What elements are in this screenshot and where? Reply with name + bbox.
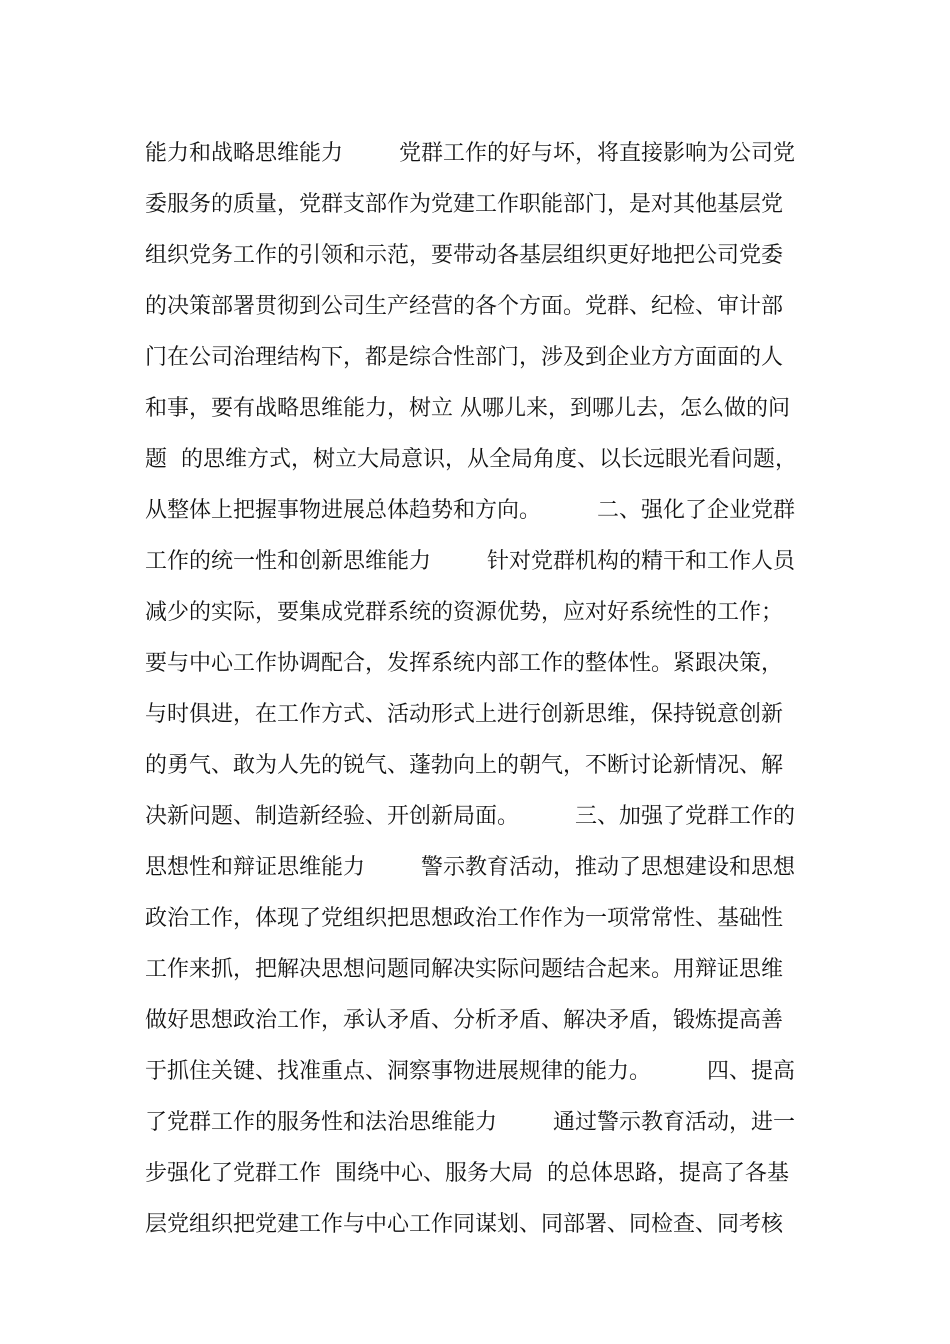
body-text [145,128,815,1250]
text-line: 的决策部署贯彻到公司生产经营的各个方面。党群、纪检、审计部 [145,294,784,319]
text-line: 工作的统一性和创新思维能力 针对党群机构的精干和工作人员 [145,549,795,574]
text-line: 的勇气、敢为人先的锐气、蓬勃向上的朝气，不断讨论新情况、解 [145,753,784,778]
text-line: 减少的实际，要集成党群系统的资源优势，应对好系统性的工作； [145,600,784,625]
text-line: 于抓住关键、找准重点、洞察事物进展规律的能力。 四、提高 [145,1059,795,1084]
text-line: 决新问题、制造新经验、开创新局面。 三、加强了党群工作的 [145,804,795,829]
text-line: 题 的思维方式，树立大局意识，从全局角度、以长远眼光看问题， [145,447,797,472]
text-line: 层党组织把党建工作与中心工作同谋划、同部署、同检查、同考核 [145,1212,784,1237]
text-line: 思想性和辩证思维能力 警示教育活动，推动了思想建设和思想 [145,855,795,880]
text-line: 要与中心工作协调配合，发挥系统内部工作的整体性。紧跟决策， [145,651,784,676]
text-line: 和事，要有战略思维能力，树立 从哪儿来，到哪儿去，怎么做的问 [145,396,790,421]
text-line: 能力和战略思维能力 党群工作的好与坏，将直接影响为公司党 [145,141,795,166]
text-line: 从整体上把握事物进展总体趋势和方向。 二、强化了企业党群 [145,498,795,523]
text-line: 做好思想政治工作，承认矛盾、分析矛盾、解决矛盾，锻炼提高善 [145,1008,784,1033]
text-line: 门在公司治理结构下，都是综合性部门，涉及到企业方方面面的人 [145,345,784,370]
text-line: 了党群工作的服务性和法治思维能力 通过警示教育活动，进一 [145,1110,795,1135]
text-line: 工作来抓，把解决思想问题同解决实际问题结合起来。用辩证思维 [145,957,784,982]
text-line: 步强化了党群工作 围绕中心、服务大局 的总体思路，提高了各基 [145,1161,789,1186]
text-line: 政治工作，体现了党组织把思想政治工作作为一项常常性、基础性 [145,906,784,931]
text-line: 委服务的质量，党群支部作为党建工作职能部门，是对其他基层党 [145,192,784,217]
text-line: 组织党务工作的引领和示范，要带动各基层组织更好地把公司党委 [145,243,784,268]
text-line: 与时俱进，在工作方式、活动形式上进行创新思维，保持锐意创新 [145,702,784,727]
